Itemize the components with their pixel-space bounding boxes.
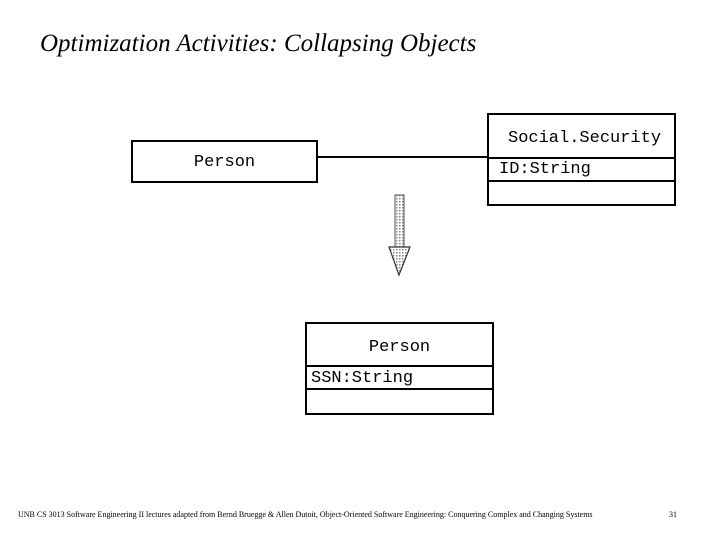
page-number: 31	[669, 510, 677, 519]
collapsed-person-class-name: Person	[368, 338, 431, 357]
arrow-shaft	[395, 195, 404, 247]
collapsed-person-ssn-attribute: SSN:String	[311, 369, 414, 388]
collapsed-person-class-box	[305, 322, 494, 415]
arrow-head	[389, 247, 410, 275]
slide-title: Optimization Activities: Collapsing Objects	[40, 30, 477, 57]
slide-footer: UNB CS 3013 Software Engineering II lectures adapted from Bernd Bruegge & Allen Dutoit, Object-Oriented Software Engineering: Conquering Complex and Changing Systems	[18, 510, 593, 519]
class-divider	[307, 365, 492, 367]
person-class-name: Person	[193, 153, 256, 172]
social-security-class-name: Social.Security	[508, 129, 662, 148]
social-security-id-attribute: ID:String	[499, 160, 591, 179]
class-divider	[307, 388, 492, 390]
